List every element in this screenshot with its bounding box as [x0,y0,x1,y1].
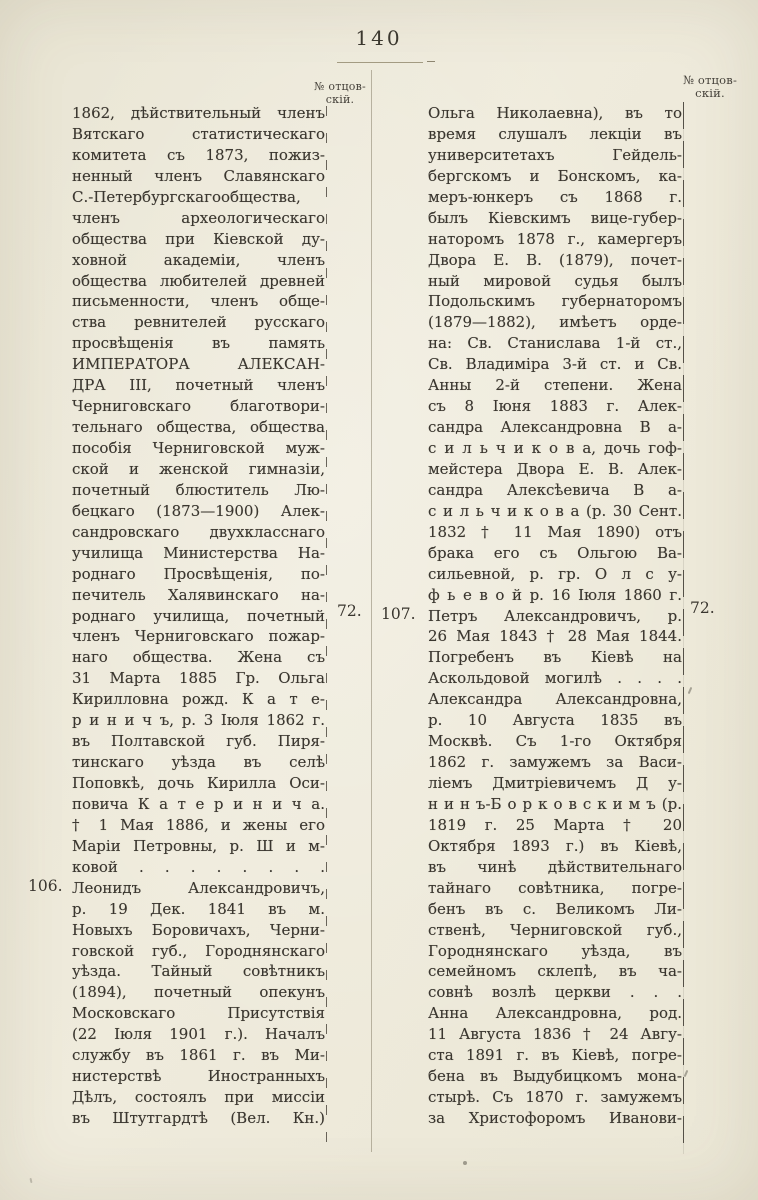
text-line: Октября 1893 г.) въ Кіевѣ, [428,836,682,855]
text-line: Ольга Николаевна), въ то [428,104,682,122]
text-line: Александра Александровна, [428,690,682,709]
text-line: комитета съ 1873, пожиз- [72,145,325,164]
text-line: (22 Іюля 1901 г.). Началъ [72,1025,325,1044]
page-number: 140 [355,26,403,50]
text-line: за Христофоромъ Иванови- [428,1109,682,1127]
text-line: уѣзда. Тайный совѣтникъ [72,962,325,981]
text-line: 1832 † 11 Мая 1890) отъ [428,522,682,541]
text-line: Аскольдовой могилѣ . . . . [428,669,682,688]
text-line: говской губ., Городнянскаго [72,941,325,960]
text-line: сандра Алексѣевича В а- [428,480,682,499]
text-line: Двора Е. В. (1879), почет- [428,250,682,269]
text-line: Городнянскаго уѣзда, въ [428,941,682,960]
text-line: членъ Черниговскаго пожар- [72,627,325,646]
text-line: общества любителей древней [72,271,325,290]
text-line: сильевной, р. гр. О л с у- [428,564,682,583]
text-line: семейномъ склепѣ, въ ча- [428,962,682,981]
entry-number-106: 106. [28,877,63,895]
text-line: Анна Александровна, род. [428,1004,682,1023]
right-text-column [428,103,682,1129]
text-line: Вятскаго статистическаго [72,124,325,143]
text-line: пособія Черниговской муж- [72,439,325,457]
text-line: наторомъ 1878 г., камергеръ [428,229,682,248]
left-text-column [72,103,325,1129]
text-line: мейстера Двора Е. В. Алек- [428,459,682,478]
text-line: р и н и ч ъ, р. 3 Іюля 1862 г. [72,711,325,730]
text-line: с и л ь ч и к о в а, дочь гоф- [428,439,682,457]
text-line: ліемъ Дмитріевичемъ Д у- [428,774,682,792]
text-line: ства ревнителей русскаго [72,313,325,332]
text-line: бергскомъ и Бонскомъ, ка- [428,166,682,185]
text-line: членъ археологическаго [72,208,325,227]
left-column-edge-rule [326,106,327,1142]
text-line: 26 Мая 1843 † 28 Мая 1844. [428,627,682,646]
text-line: въ Полтавской губ. Пиря- [72,732,325,751]
father-number-header-line2: скій. [695,86,725,100]
text-line: Кирилловна рожд. К а т е- [72,690,325,709]
text-line: Петръ Александровичъ, р. [428,606,682,625]
text-line: Поповкѣ, дочь Кирилла Оси- [72,774,325,792]
text-line: брака его съ Ольгою Ва- [428,543,682,562]
text-line: сандровскаго двухкласснаго [72,522,325,541]
text-line: Св. Владиміра 3-й ст. и Св. [428,355,682,374]
text-line: С.-Петербургскагообщества, [72,187,301,206]
text-line: 11 Августа 1836 † 24 Авгу- [428,1025,682,1044]
father-number-header-line2: скій. [325,93,355,106]
stray-ink-mark [688,687,693,694]
text-line: съ 8 Іюня 1883 г. Алек- [428,397,682,416]
text-line: почетный блюститель Лю- [72,480,325,499]
text-line: Москвѣ. Съ 1-го Октября [428,732,682,751]
page-number-rule [337,62,423,63]
text-line: сандра Александровна В а- [428,418,682,437]
text-line: повича К а т е р и н и ч а. [72,794,325,813]
text-line: Подольскимъ губернаторомъ [428,292,682,311]
text-line: меръ-юнкеръ съ 1868 г. [428,187,682,206]
text-line: былъ Кіевскимъ вице-губер- [428,208,682,227]
text-line: университетахъ Гейдель- [428,145,682,164]
text-line: роднаго Просвѣщенія, по- [72,564,325,583]
text-line: нистерствѣ Иностранныхъ [72,1067,325,1086]
entry-number-107: 107. [381,605,416,623]
father-ref-number-right: 72. [690,599,715,617]
text-line: на: Св. Станислава 1-й ст., [428,334,682,353]
text-line: н и н ъ-Б о р к о в с к и м ъ (р. [428,794,682,813]
text-line: въ чинѣ дѣйствительнаго [428,857,682,876]
text-line: Черниговскаго благотвори- [72,397,325,416]
text-line: р. 19 Дек. 1841 въ м. [72,899,325,918]
stray-ink-mark [463,1161,467,1165]
text-line: просвѣщенія въ память [72,334,325,353]
text-line: тайнаго совѣтника, погре- [428,878,682,897]
text-line: ИМПЕРАТОРА АЛЕКСАН- [72,355,325,374]
text-line: с и л ь ч и к о в а (р. 30 Сент. [428,501,682,520]
text-line: общества при Кіевской ду- [72,229,325,248]
right-column-edge-rule [683,102,684,1154]
stray-ink-mark [30,1178,33,1183]
text-line: Дѣлъ, состоялъ при миссіи [72,1088,325,1107]
text-line: ненный членъ Славянскаго [72,166,325,185]
text-line: Погребенъ въ Кіевѣ на [428,648,682,667]
text-line: въ Штутгардтѣ (Вел. Кн.) [72,1109,325,1127]
text-line: Маріи Петровны, р. Ш и м- [72,836,325,855]
father-number-header-line1: № отцов- [682,73,738,87]
father-number-header-line1: № отцов- [314,80,366,93]
text-line: ховной академіи, членъ [72,250,325,269]
text-line: Новыхъ Боровичахъ, Черни- [72,920,325,939]
text-line: письменности, членъ обще- [72,292,325,311]
text-line: † 1 Мая 1886, и жены его [72,815,325,834]
text-line: (1894), почетный опекунъ [72,983,325,1002]
text-line: ный мировой судья былъ [428,271,682,290]
text-line: печитель Халявинскаго на- [72,585,325,604]
father-number-header-right [672,74,748,100]
text-line: 1862 г. замужемъ за Васи- [428,753,682,772]
text-line: 1819 г. 25 Марта † 20 [428,815,682,834]
text-line: ДРА III, почетный членъ [72,376,325,395]
text-line: ственѣ, Черниговской губ., [428,920,682,939]
text-line: 31 Марта 1885 Гр. Ольга [72,669,325,688]
text-line: р. 10 Августа 1835 въ [428,711,682,730]
text-line: бенъ въ с. Великомъ Ли- [428,899,682,918]
text-line: тинскаго уѣзда въ селѣ [72,753,325,772]
text-line: ста 1891 г. въ Кіевѣ, погре- [428,1046,682,1065]
column-divider-rule [371,70,372,1152]
text-line: роднаго училища, почетный [72,606,325,625]
text-line: время слушалъ лекціи въ [428,124,682,143]
text-line: училища Министерства На- [72,543,325,562]
text-line: тельнаго общества, общества [72,418,325,437]
text-line: ковой . . . . . . . . [72,857,325,876]
text-line: бецкаго (1873—1900) Алек- [72,501,325,520]
text-line: стырѣ. Съ 1870 г. замужемъ [428,1088,682,1107]
text-line: ф ь е в о й р. 16 Іюля 1860 г. [428,585,682,604]
text-line: совнѣ возлѣ церкви . . . [428,983,682,1002]
text-line: службу въ 1861 г. въ Ми- [72,1046,325,1065]
father-ref-number-left: 72. [337,602,362,620]
text-line: ской и женской гимназіи, [72,459,325,478]
text-line: Московскаго Присутствія [72,1004,325,1023]
text-line: Анны 2-й степени. Жена [428,376,682,395]
stray-ink-mark [684,1070,689,1077]
text-line: Леонидъ Александровичъ, [72,878,325,897]
text-line: 1862, дѣйствительный членъ [72,104,325,122]
text-line: бена въ Выдубицкомъ мона- [428,1067,682,1086]
text-line: наго общества. Жена съ [72,648,325,667]
text-line: (1879—1882), имѣетъ орде- [428,313,682,332]
